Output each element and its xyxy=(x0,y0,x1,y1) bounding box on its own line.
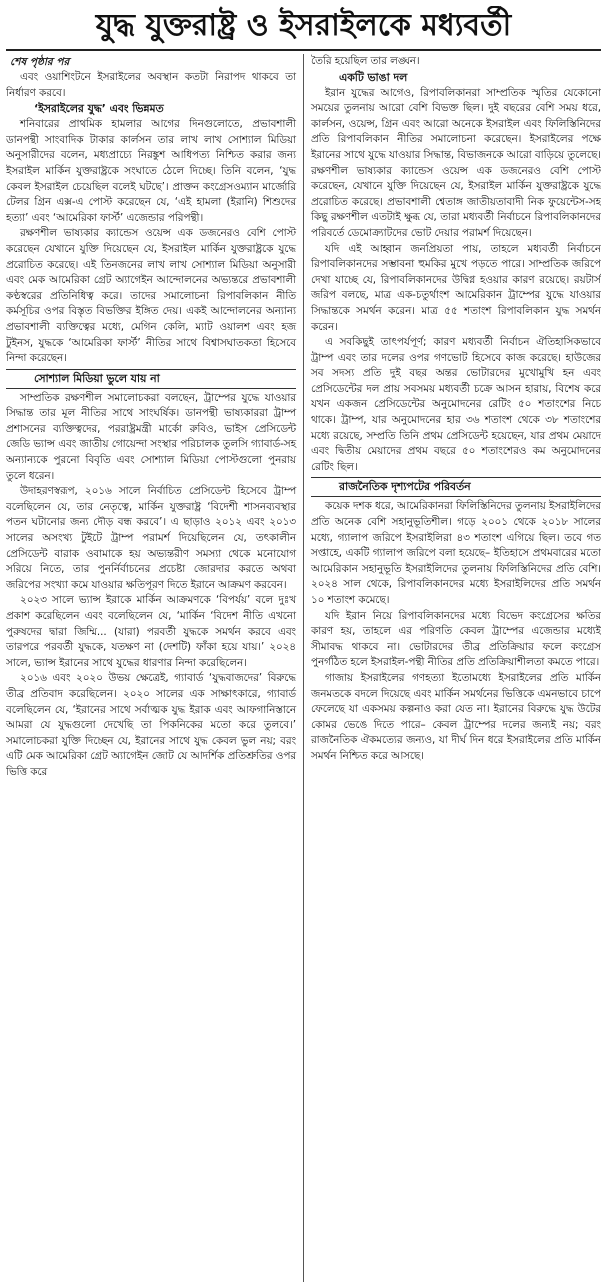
paragraph: ২০১৬ এবং ২০২০ উভয় ক্ষেত্রেই, গ্যাবার্ড ‘যুদ্ধবাজদের’ বিরুদ্ধে তীব্র প্রতিবাদ করেছিলেন। ২০২০ সালের এক সাক্ষাৎকারে, গ্যাবার্ড বলেছিলেন যে, ‘ইরানের সাথে সর্বাত্মক যুদ্ধ ইরাক এবং আফগানিস্তানে আমরা যে যুদ্ধগুলো দেখেছি তা পিকনিকের মতো করে তুলবে।’ সমালোচকরা যুক্তি দিচ্ছেন যে, ইরানের সাথে যুদ্ধ কেবল ভুল নয়; বরং এটি মেক আমেরিকা গ্রেট অ্যাগেইন জোট যে আদর্শিক প্রতিশ্রুতির ওপর ভিত্তি করে xyxy=(6,672,296,778)
paragraph: উদাহরণস্বরূপ, ২০১৬ সালে নির্বাচিত প্রেসিডেন্ট হিসেবে ট্রাম্প বলেছিলেন যে, তার নেতৃত্বে, মার্কিন যুক্তরাষ্ট্র ‘বিদেশী শাসনব্যবস্থার পতন ঘটানোর জন্য দৌড় বন্ধ করবে’। এ ছাড়াও ২০১২ এবং ২০১৩ সালের অসংখ্য টুইটে ট্রাম্প পরামর্শ দিয়েছিলেন যে, তৎকালীন প্রেসিডেন্ট বারাক ওবামাকে হয় অভ্যন্তরীণ সমস্যা থেকে মনোযোগ সরিয়ে নিতে, তার পুনর্নির্বাচনের প্রচেষ্টা জোরদার করতে অথবা জরিপের সংখ্যা কমে যাওয়ার ক্ষতিপূরণ দিতে ইরানে আক্রমণ করবেন। xyxy=(6,485,296,591)
subheading: ‘ইসরাইলের যুদ্ধ’ এবং ভিন্নমত xyxy=(34,102,164,116)
paragraph: তৈরি হয়েছিল তার লঙ্ঘন। xyxy=(311,55,420,67)
paragraph: রক্ষণশীল ভাষ্যকার ক্যান্ডেস ওয়েন্স এক ডজনেরও বেশি পোস্ট করেছেন যেখানে যুক্তি দিয়েছেন যে, ইসরাইল মার্কিন যুক্তরাষ্ট্রকে যুদ্ধে প্ররোচিত করেছে। এই তিনজনের লাখ লাখ সোশ্যাল মিডিয়া অনুসারী এবং মেক আমেরিকা গ্রেট অ্যাগেইন আন্দোলনের অভ্যন্তরে প্রভাবশালী কণ্ঠস্বরের প্রতিনিধিত্ব করে। তাদের সমালোচনা রিপাবলিকান নীতি কর্মসূচির ওপর বিস্তৃত বিভক্তির ইঙ্গিত দেয়। একই আন্দোলনের অন্যান্য প্রভাবশালী ব্যক্তিত্বের মধ্যে, মেগিন কেলি, ম্যাট ওয়ালশ এবং হজ টুইনস, যুদ্ধকে ‘আমেরিকা ফার্স্ট’ নীতির সাথে বিশ্বাসঘাতকতা হিসেবে নিন্দা করেছেন। xyxy=(6,227,296,365)
paragraph: কয়েক দশক ধরে, আমেরিকানরা ফিলিস্তিনিদের তুলনায় ইসরাইলিদের প্রতি অনেক বেশি সহানুভূতিশীল। গড়ে ২০০১ থেকে ২০১৮ সালের মধ্যে, গ্যালাপ জরিপে ইসরাইলিরা ৪৩ শতাংশ এগিয়ে ছিল। তবে গত সপ্তাহে, একটি গ্যালাপ জরিপে বলা হয়েছে– ইতিহাসে প্রথমবারের মতো আমেরিকান সহানুভূতি ইসরাইলিদের তুলনায় ফিলিস্তিনিদের প্রতি বেশি। ২০২৪ সাল থেকে, রিপাবলিকানদের মধ্যে ইসরাইলিদের প্রতি সমর্থন ১০ শতাংশ কমেছে। xyxy=(311,500,601,606)
article-body xyxy=(6,54,601,1282)
paragraph: এবং ওয়াশিংটনে ইসরাইলের অবস্থান কতটা নিরাপদ থাকবে তা নির্ধারণ করবে। xyxy=(6,71,296,99)
subheading: সোশ্যাল মিডিয়া ভুলে যায় না xyxy=(6,369,296,389)
paragraph: শনিবারের প্রাথমিক হামলার আগের দিনগুলোতে, প্রভাবশালী ডানপন্থী সাংবাদিক টাকার কার্লসন তার লাখ লাখ সোশ্যাল মিডিয়া অনুসারীদের বলেন, মধ্যপ্রাচ্যে নিরঙ্কুশ আধিপত্য নিশ্চিত করার জন্য ইসরাইল মার্কিন যুক্তরাষ্ট্রকে সংঘাতে ঠেলে দিচ্ছে। তিনি বলেন, ‘যুদ্ধ কেবল ইসরাইল চেয়েছিল বলেই ঘটছে’। প্রাক্তন কংগ্রেসওম্যান মার্জোরি টেলর গ্রিন এক্স-এ পোস্ট করেছেন যে, ‘এই হামলা (ইরানি) শিশুদের হত্যা’ এবং ‘আমেরিকা ফার্স্ট’ এজেন্ডার পরিপন্থী। xyxy=(6,118,296,224)
headline: যুদ্ধ যুক্তরাষ্ট্র ও ইসরাইলকে মধ্যবর্তী xyxy=(95,8,512,43)
continuation-note: শেষ পৃষ্ঠার পর xyxy=(10,56,70,68)
subheading: রাজনৈতিক দৃশ্যপটের পরিবর্তন xyxy=(311,477,601,497)
paragraph: সাম্প্রতিক রক্ষণশীল সমালোচকরা বলছেন, ট্রাম্পের যুদ্ধে যাওয়ার সিদ্ধান্ত তার মূল নীতির সাথে সাংঘর্ষিক। ডানপন্থী ভাষ্যকাররা ট্রাম্প প্রশাসনের ব্যক্তিত্বদের, পররাষ্ট্রমন্ত্রী মার্কো রুবিও, ভাইস প্রেসিডেন্ট জেডি ভ্যান্স এবং জাতীয় গোয়েন্দা সংস্থার পরিচালক তুলসি গ্যাবার্ড-সহ অন্যান্যকে পুরনো বিবৃতি এবং সোশ্যাল মিডিয়া পোস্টগুলো পুনরায় তুলে ধরেন। xyxy=(6,391,296,482)
paragraph: গাজায় ইসরাইলের গণহত্যা ইতোমধ্যে ইসরাইলের প্রতি মার্কিন জনমতকে বদলে দিয়েছে এবং মার্কিন সমর্থনের ভিত্তিকে এমনভাবে চাপে ফেলেছে যা একসময় কল্পনাও করা যেত না। ইরানের বিরুদ্ধে যুদ্ধ উটের কোমর ভেঙে দিতে পারে– কেবল ট্রাম্পের দলের জন্যই নয়; বরং রাজনৈতিক ঐকমত্যের জন্যও, যা দীর্ঘ দিন ধরে ইসরাইলের প্রতি মার্কিন সমর্থন নিশ্চিত করে আসছে। xyxy=(311,671,601,762)
subheading: একটি ভাঙা দল xyxy=(339,70,408,84)
paragraph: এ সবকিছুই তাৎপর্যপূর্ণ; কারণ মধ্যবর্তী নির্বাচন ঐতিহাসিকভাবে ট্রাম্প এবং তার দলের ওপর গণভোট হিসেবে কাজ করেছে। হাউজের সব সদস্য প্রতি দুই বছর অন্তর ভোটারদের মুখোমুখি হন এবং প্রেসিডেন্টের দল প্রায় সবসময় মধ্যবর্তী চক্রে আসন হারায়, বিশেষ করে যখন একজন প্রেসিডেন্টের অনুমোদনের রেটিং ৫০ শতাংশের নিচে থাকে। ট্রাম্প, যার অনুমোদনের হার ৩৬ শতাংশ থেকে ৩৮ শতাংশের মধ্যে রয়েছে, সম্প্রতি তিনি প্রথম প্রেসিডেন্ট হয়েছেন, যার প্রথম মেয়াদে এবং দ্বিতীয় মেয়াদের প্রথম বছরে ৫০ শতাংশেরও কম অনুমোদনের রেটিং ছিল। xyxy=(311,336,601,473)
paragraph: যদি এই আহ্বান জনপ্রিয়তা পায়, তাহলে মধ্যবর্তী নির্বাচনে রিপাবলিকানদের সম্ভাবনা হুমকির মুখে পড়তে পারে। সাম্প্রতিক জরিপে দেখা যাচ্ছে যে, রিপাবলিকানদের উদ্বিগ্ন হওয়ার কারণ রয়েছে। রয়টার্স জরিপ বলছে, মাত্র এক-চতুর্থাংশ আমেরিকান ট্রাম্পের যুদ্ধে যাওয়ার সিদ্ধান্তকে সমর্থন করেন। মাত্র ৫৫ শতাংশ রিপাবলিকান যুদ্ধ সমর্থন করেন। xyxy=(311,242,601,333)
paragraph: ২০২৩ সালে ভ্যান্স ইরাকে মার্কিন আক্রমণকে ‘বিপর্যয়’ বলে দুঃখ প্রকাশ করেছিলেন এবং বলেছিলেন যে, ‘মার্কিন ‘বিদেশ নীতি এখনো পুরুষদের দ্বারা জিম্মি... (যারা) পরবর্তী যুদ্ধকে সমর্থন করবে এবং তারপরে পরবর্তী যুদ্ধকে, যতক্ষণ না (দেশটি) ফাঁকা হয়ে যায়।’ ২০২৪ সালে, ভ্যান্স ইরানের সাথে যুদ্ধের ধারণার নিন্দা করেছিলেন। xyxy=(6,594,296,669)
paragraph: যদি ইরান নিয়ে রিপাবলিকানদের মধ্যে বিভেদ কংগ্রেসের ক্ষতির কারণ হয়, তাহলে এর পরিণতি কেবল ট্রাম্পের এজেন্ডার মধ্যেই সীমাবদ্ধ থাকবে না। ভোটারদের তীব্র প্রতিক্রিয়ার ফলে কংগ্রেস পুনর্গঠিত হলে ইসরাইল-পন্থী নীতির প্রতি প্রতিক্রিয়াশীলতা কমতে পারে। xyxy=(311,609,601,669)
paragraph: ইরান যুদ্ধের আগেও, রিপাবলিকানরা সাম্প্রতিক স্মৃতির যেকোনো সময়ের তুলনায় আরো বেশি বিভক্ত ছিল। দুই বছরের বেশি সময় ধরে, কার্লসন, ওয়েন্স, গ্রিন এবং আরো অনেকে ইসরাইল এবং ফিলিস্তিনিদের প্রতি রিপাবলিকান নীতির সমালোচনা করেছেন। ইসরাইলের পক্ষে ইরানের সাথে যুদ্ধে যাওয়ার সিদ্ধান্ত, বিভাজনকে আরো বাড়িয়ে তুলেছে। রক্ষণশীল ভাষ্যকার ক্যান্ডেস ওয়েন্স এক ডজনেরও বেশি পোস্ট করেছেন, যেখানে যুক্তি দিয়েছেন যে, ইসরাইল মার্কিন যুক্তরাষ্ট্রকে যুদ্ধে প্ররোচিত করেছে। প্রভাবশালী শ্বেতাঙ্গ জাতীয়তাবাদী নিক ফুয়েন্টেস-সহ কিছু রক্ষণশীল এতটাই ক্ষুব্ধ যে, তারা মধ্যবর্তী নির্বাচনে রিপাবলিকানদের পরিবর্তে ডেমোক্র্যাটদের ভোট দেয়ার পরামর্শ দিয়েছেন। xyxy=(311,86,601,239)
right-column xyxy=(303,54,601,1282)
headline-rule xyxy=(6,49,601,51)
left-column xyxy=(6,54,303,1282)
